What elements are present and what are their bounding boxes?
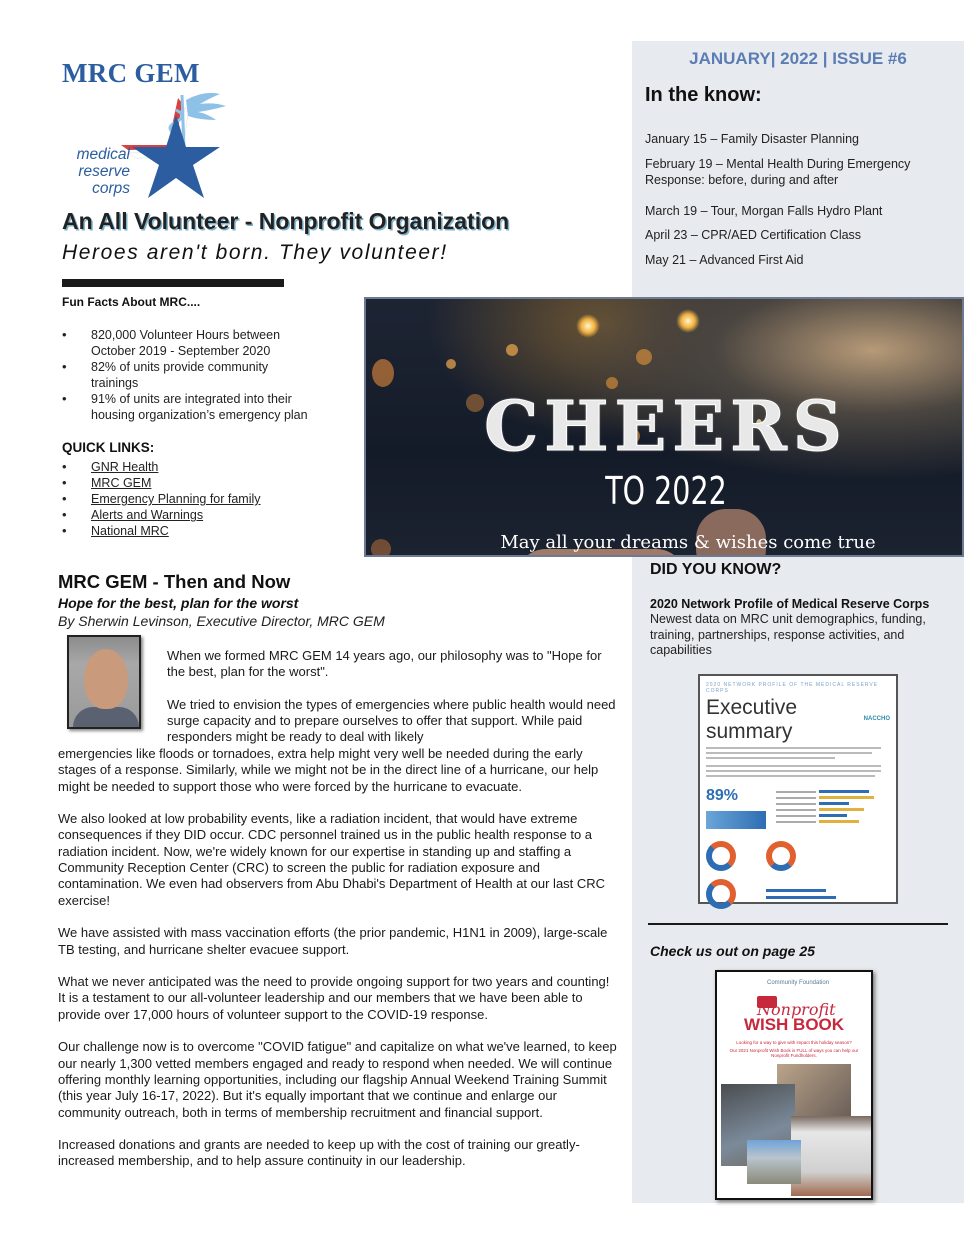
- event-item: May 21 – Advanced First Aid: [645, 253, 804, 267]
- quick-link-item: [62, 491, 312, 507]
- tagline: Heroes aren't born. They volunteer!: [62, 241, 448, 264]
- article-title: MRC GEM - Then and Now: [58, 571, 291, 592]
- quick-links-list: [62, 459, 312, 539]
- logo-subtitle-line: medical: [76, 146, 130, 163]
- thumb-stat: 89%: [706, 787, 739, 804]
- fun-facts-title: Fun Facts About MRC....: [62, 295, 201, 309]
- article-intro: [167, 648, 617, 746]
- fun-fact-item: • 91% of units are integrated into their housing organization’s emergency plan: [62, 391, 312, 423]
- article-paragraph: emergencies like floods or tornadoes, extra help might very well be needed during the early stages of a response. Similarly, while we might not be in the direct line of a hurricane, our help might be needed to support those who were forced by the hurricane to evacuate.: [58, 746, 599, 794]
- article-paragraph: We have assisted with mass vaccination efforts (the prior pandemic, H1N1 in 2009), large-scale TB testing, and hurricane shelter evacuee support.: [58, 925, 608, 957]
- quick-links-title: QUICK LINKS:: [62, 440, 155, 455]
- did-you-know-description: Newest data on MRC unit demographics, funding, training, partnerships, response activities, and capabilities: [650, 612, 926, 657]
- banner-subline: TO 2022: [605, 469, 727, 513]
- quick-link-item: [62, 475, 312, 491]
- did-you-know-title: DID YOU KNOW?: [650, 561, 782, 578]
- event-item: January 15 – Family Disaster Planning: [645, 132, 859, 146]
- divider: [62, 279, 284, 287]
- wishbook-thumbnail[interactable]: [715, 970, 873, 1200]
- wishbook-photo: [791, 1116, 873, 1196]
- article-paragraph: Our challenge now is to overcome "COVID fatigue" and capitalize on what we've learned, to keep our nearly 1,300 vetted members engaged and ready to respond when needed. We will continue offering monthly learning opportunities, including our flagship Annual Weekend Training Summit (this year July 16-17, 2022). But it's equally important that we continue and enlarge our community outreach, both in terms of membership recruitment and financial support.: [58, 1039, 617, 1120]
- event-item: February 19 – Mental Health During Emergency Response: before, during and after: [645, 157, 911, 187]
- logo-subtitle-line: corps: [92, 180, 130, 197]
- link-gnr-health[interactable]: GNR Health: [91, 460, 159, 474]
- event-item: March 19 – Tour, Morgan Falls Hydro Plant: [645, 204, 883, 218]
- logo-subtitle: [58, 146, 130, 197]
- thumb-header: 2020 NETWORK PROFILE OF THE MEDICAL RESERVE CORPS: [706, 682, 879, 694]
- fun-fact-item: • 820,000 Volunteer Hours between October 2019 - September 2020: [62, 327, 312, 359]
- fun-facts-list: [62, 327, 312, 423]
- in-the-know-title: In the know:: [645, 84, 762, 106]
- banner-headline: CHEERS: [484, 387, 848, 467]
- article-paragraph: We also looked at low probability events, like a radiation incident, that would have extreme consequences if they DID occur. CDC personnel trained us in the public health response to a radiation incident. Now, we're widely known for our expertise in standing up and staffing a Community Reception Center (CRC) to screen the public for radiation exposure and contamination. We even had observers from Abu Dhabi's Department of Health at our last CRC exercise!: [58, 811, 606, 908]
- article-paragraph: We tried to envision the types of emergencies where public health would need surge capacity and to prepare ourselves to offer that support. While paid responders might be ready to deal with likely: [167, 696, 616, 745]
- link-alerts-warnings[interactable]: Alerts and Warnings: [91, 508, 204, 523]
- org-title: An All Volunteer - Nonprofit Organization: [62, 208, 510, 234]
- sidebar-divider: [648, 923, 948, 925]
- article-subtitle: Hope for the best, plan for the worst: [58, 595, 299, 611]
- article-paragraph: What we never anticipated was the need to provide ongoing support for two years and counting! It is a testament to our all-volunteer leadership and our members that we have been able to provide over 17,000 hours of volunteer support to the COVID-19 response.: [58, 974, 610, 1022]
- article-body: [58, 746, 618, 1186]
- quick-link-item: [62, 459, 312, 475]
- logo-title: MRC GEM: [62, 58, 200, 88]
- fun-fact-item: • 82% of units provide community trainings: [62, 359, 312, 391]
- wishbook-script: Nonprofit: [757, 1000, 836, 1019]
- wishbook-text: Our 2021 Nonprofit Wish Book is FULL of ways you can help our Nonprofit Fundholders.: [729, 1048, 859, 1058]
- event-item: April 23 – CPR/AED Certification Class: [645, 228, 862, 242]
- quick-link-item: [62, 507, 312, 523]
- wishbook-photo: [747, 1140, 801, 1184]
- link-mrc-gem[interactable]: MRC GEM: [91, 476, 152, 491]
- cheers-banner-image: [364, 297, 964, 557]
- link-emergency-planning[interactable]: Emergency Planning for family: [91, 492, 261, 507]
- logo-subtitle-line: reserve: [78, 163, 130, 180]
- banner-caption: May all your dreams & wishes come true: [500, 532, 876, 553]
- wishbook-tagline: Looking for a way to give with impact this holiday season?: [736, 1040, 852, 1045]
- issue-line: JANUARY| 2022 | ISSUE #6: [689, 49, 907, 68]
- wishbook-org: Community Foundation: [767, 980, 830, 986]
- executive-summary-thumbnail[interactable]: [698, 674, 898, 904]
- thumb-brand: NACCHO: [863, 716, 890, 722]
- author-photo: [67, 635, 141, 729]
- check-us-out-title: Check us out on page 25: [650, 943, 815, 959]
- did-you-know-subtitle: 2020 Network Profile of Medical Reserve Corps: [650, 597, 930, 611]
- link-national-mrc[interactable]: National MRC: [91, 524, 169, 539]
- quick-link-item: [62, 523, 312, 539]
- article-byline: By Sherwin Levinson, Executive Director, MRC GEM: [58, 613, 385, 629]
- article-paragraph: Increased donations and grants are needed to keep up with the cost of training our greatly-increased membership, and to help assure continuity in our leadership.: [58, 1137, 580, 1169]
- article-paragraph: When we formed MRC GEM 14 years ago, our philosophy was to "Hope for the best, plan for the worst".: [167, 648, 602, 680]
- thumb-title: Executive summary: [706, 696, 798, 743]
- wishbook-title: WISH BOOK: [743, 1015, 845, 1034]
